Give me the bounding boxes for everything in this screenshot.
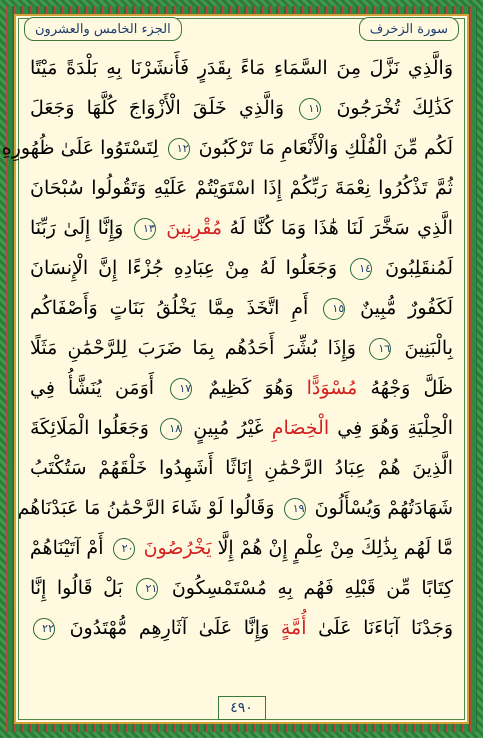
ayah-number-marker: ١٥ [323,298,345,320]
quran-text [1,48,454,678]
page-header [24,16,459,42]
juz-label: الجزء الخامس والعشرون [24,17,182,41]
ayah-number-marker: ١٧ [170,378,192,400]
text-line [30,328,453,368]
ayah-number-marker: ١٦ [369,338,391,360]
text-line [30,448,453,488]
verse-text: أَمْ آتَيْنَاهُمْ [29,537,104,559]
ayah-number-marker: ٢١ [136,578,158,600]
verse-text: مَّا لَهُم بِذَٰلِكَ مِنْ عِلْمٍ إِنْ هُمْ إِلَّا [217,537,453,559]
text-line [30,608,453,648]
verse-text: الَّذِي سَخَّرَ لَنَا هَٰذَا وَمَا كُنَّا لَهُ [229,217,453,239]
verse-text: وَإِذَا بُشِّرَ أَحَدُهُم بِمَا ضَرَبَ لِلرَّحْمَٰنِ مَثَلًا [30,337,356,359]
tajweed-highlight: الْخِصَامِ [271,417,330,439]
ayah-number-marker: ٢٢ [33,618,55,640]
text-line [30,248,453,288]
verse-text: لَكُم مِّنَ الْفُلْكِ وَالْأَنْعَامِ مَا تَرْكَبُونَ [198,137,453,159]
verse-text: غَيْرُ مُبِينٍ [193,417,264,439]
verse-text: ظَلَّ وَجْهُهُ [370,377,453,399]
surah-label: سورة الزخرف [359,17,459,41]
tajweed-highlight: مُسْوَدًّا [306,377,358,399]
text-line [1,128,453,168]
verse-text: شَهَادَتُهُمْ وَيُسْأَلُونَ [314,497,453,519]
ayah-number-marker: ١٢ [168,138,190,160]
ayah-number-marker: ١٩ [284,498,306,520]
tajweed-highlight: يَخْرُصُونَ [143,537,212,559]
ayah-number-marker: ٢٠ [113,538,135,560]
text-line [30,368,453,408]
verse-text: وَقَالُوا لَوْ شَاءَ الرَّحْمَٰنُ مَا عَبَدْنَاهُم [17,497,275,519]
text-line [30,568,453,608]
text-line [30,48,453,88]
verse-text: لَمُنقَلِبُونَ [385,257,453,279]
verse-text: أَمِ اتَّخَذَ مِمَّا يَخْلُقُ بَنَاتٍ وَأَصْفَاكُم [30,297,309,319]
verse-text: وَجَعَلُوا لَهُ مِنْ عِبَادِهِ جُزْءًا إِنَّ الْإِنسَانَ [30,257,338,279]
verse-text: الْحِلْيَةِ وَهُوَ فِي [337,417,454,439]
ayah-number-marker: ١٤ [350,258,372,280]
text-line [30,408,453,448]
page-number: ٤٩٠ [218,696,266,720]
verse-text: بَلْ قَالُوا إِنَّا [30,577,123,599]
verse-text: وَالَّذِي خَلَقَ الْأَزْوَاجَ كُلَّهَا وَجَعَلَ [30,97,285,119]
tajweed-highlight: أُمَّةٍ [280,617,307,639]
verse-text: وَإِنَّا عَلَىٰ آثَارِهِم مُّهْتَدُونَ [69,617,270,639]
tajweed-highlight: مُقْرِنِينَ [166,217,222,239]
verse-text: وَهُوَ كَظِيمٌ [208,377,294,399]
ayah-number-marker: ١١ [299,98,321,120]
ayah-number-marker: ١٣ [134,218,156,240]
verse-text: لِتَسْتَوُوا عَلَىٰ ظُهُورِهِ [1,137,159,159]
text-line [30,288,453,328]
text-line [17,488,453,528]
verse-text: وَجَعَلُوا الْمَلَائِكَةَ [30,417,149,439]
verse-text: الَّذِينَ هُمْ عِبَادُ الرَّحْمَٰنِ إِنَاثًا أَشَهِدُوا خَلْقَهُمْ سَتُكْتَبُ [30,457,453,479]
text-line [30,208,453,248]
verse-text: بِالْبَنِينَ [404,337,453,359]
verse-text: لَكَفُورٌ مُّبِينٌ [360,297,454,319]
verse-text: كَذَٰلِكَ تُخْرَجُونَ [336,97,453,119]
text-line [30,528,453,568]
ayah-number-marker: ١٨ [160,418,182,440]
verse-text: وَإِنَّا إِلَىٰ رَبِّنَا [30,217,124,239]
verse-text: ثُمَّ تَذْكُرُوا نِعْمَةَ رَبِّكُمْ إِذَا اسْتَوَيْتُمْ عَلَيْهِ وَتَقُولُوا سُبْحَانَ [30,177,453,199]
text-line [30,88,453,128]
verse-text: وَجَدْنَا آبَاءَنَا عَلَىٰ [318,617,453,639]
text-line [30,168,453,208]
verse-text: وَالَّذِي نَزَّلَ مِنَ السَّمَاءِ مَاءً بِقَدَرٍ فَأَنشَرْنَا بِهِ بَلْدَةً مَيْتًا [30,57,453,79]
verse-text: أَوَمَن يُنَشَّأُ فِي [30,377,155,399]
verse-text: كِتَابًا مِّن قَبْلِهِ فَهُم بِهِ مُسْتَمْسِكُونَ [171,577,453,599]
